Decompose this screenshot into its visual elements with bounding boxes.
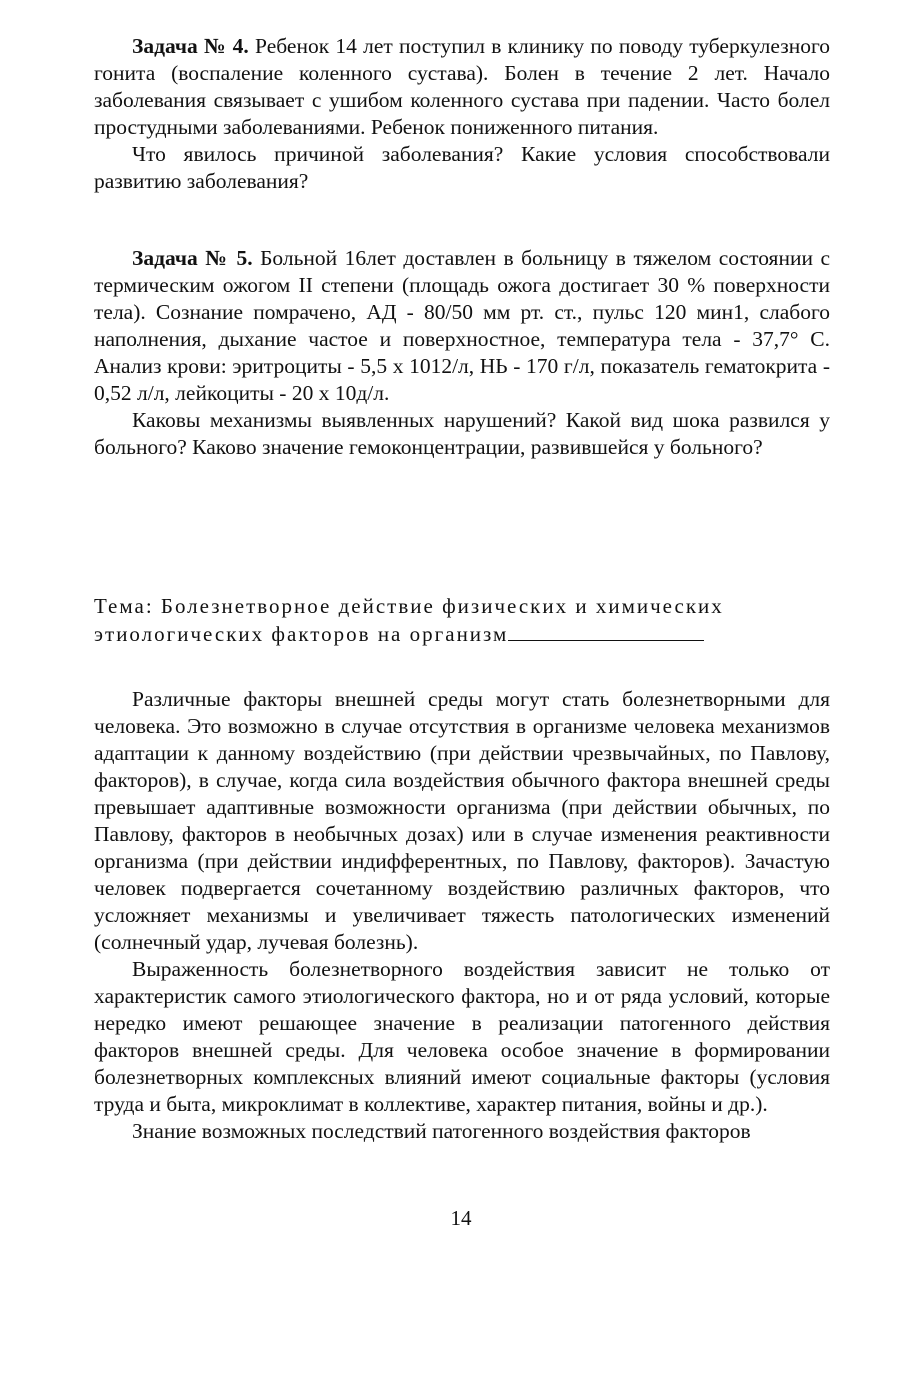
task-4-question: Что явилось причиной заболевания? Какие условия способствовали развитию заболевания? [94, 142, 830, 193]
body-paragraph-2: Выраженность болезнетворного воздействия зависит не только от характеристик самого этиологического фактора, но и от ряда условий, которые нередко имеют решающее значение в реализации патогенного действия факторов внешней среды. Для человека особое значение в формировании болезнетворных комплексных влияний имеют социальные факторы (условия труда и быта, микроклимат в коллективе, характер питания, войны и др.). [94, 957, 830, 1116]
body-text-section [94, 686, 830, 1145]
topic-line-2: этиологических факторов на организм [94, 622, 509, 646]
topic-underline [508, 622, 704, 641]
task-4-section [94, 33, 830, 195]
task-5-section [94, 245, 830, 461]
task-5-body: Больной 16лет доставлен в больницу в тяжелом состоянии с термическим ожогом II степени (площадь ожога достигает 30 % поверхности тела). Сознание помрачено, АД - 80/50 мм рт. ст., пульс 120 мин1, слабого наполнения, дыхание частое и поверхностное, температура тела - 37,7° С. Анализ крови: эритроциты - 5,5 х 1012/л, НЬ - 170 г/л, показатель гематокрита - 0,52 л/л, лейкоциты - 20 х 10д/л. [94, 246, 831, 405]
topic-heading [94, 592, 830, 648]
topic-line-2-row [94, 620, 830, 648]
task-5-label: Задача № 5. [132, 246, 253, 270]
task-4-body: Ребенок 14 лет поступил в клинику по поводу туберкулезного гонита (воспаление коленного сустава). Болен в течение 2 лет. Начало заболевания связывает с ушибом коленного сустава при падении. Часто болел простудными заболеваниями. Ребенок пониженного питания. [94, 34, 830, 139]
task-4-text [94, 33, 830, 141]
task-5-question: Каковы механизмы выявленных нарушений? Какой вид шока развился у больного? Каково значение гемоконцентрации, развившейся у больного? [94, 408, 830, 459]
task-5-text [94, 245, 830, 407]
page-number: 14 [450, 1206, 472, 1230]
body-paragraph-3: Знание возможных последствий патогенного воздействия факторов [132, 1119, 751, 1143]
task-4-label: Задача № 4. [132, 34, 249, 58]
topic-line-1: Тема: Болезнетворное действие физических и химических [94, 594, 724, 618]
body-paragraph-1: Различные факторы внешней среды могут стать болезнетворными для человека. Это возможно в случае отсутствия в организме человека механизмов адаптации к данному воздействию (при действии чрезвычайных, по Павлову, факторов), в случае, когда сила воздействия обычного фактора внешней среды превышает адаптивные возможности организма (при действии обычных, по Павлову, факторов в необычных дозах) или в случае изменения реактивности организма (при действии индифферентных, по Павлову, факторов). Зачастую человек подвергается сочетанному воздействию различных факторов, что усложняет механизмы и увеличивает тяжесть патологических изменений (солнечный удар, лучевая болезнь). [94, 687, 830, 954]
